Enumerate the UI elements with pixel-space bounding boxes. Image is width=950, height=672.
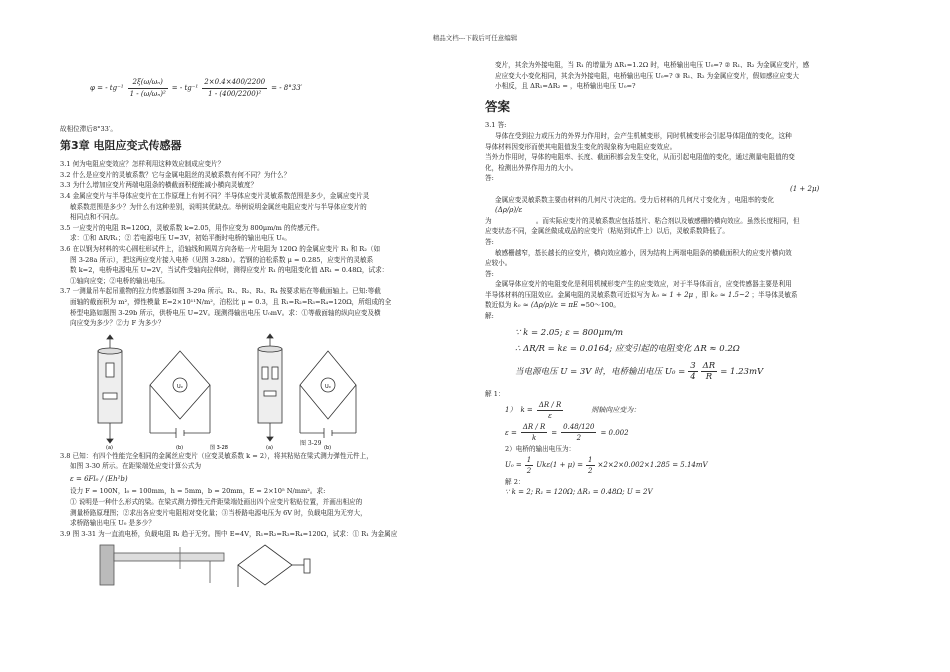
fig-3-28a-cylinder — [98, 335, 122, 443]
question-3-4: 3.4 金属应变片与半导体应变片在工作原理上有何不同？半导体应变片灵敏系数范围是多少，金属应变片灵 — [60, 191, 370, 200]
question-3-6: 3.6 在以钢为材料的实心圆柱形试件上，沿轴线和圆周方向各贴一片电阻为 120Ω 的金属应变片 R₁ 和 R₂（如 — [60, 244, 381, 253]
e4-f2-den: 2 — [588, 467, 593, 476]
s3-frac — [688, 361, 697, 383]
fig-3-30-beam — [100, 545, 224, 585]
question-3-8: 3.8 已知：有四个性能完全相同的金属丝应变片（应变灵敏系数 k = 2），将其粘贴在梁式测力弹性元件上， — [60, 451, 373, 460]
solution-1-eq3 — [485, 455, 885, 477]
answer-3-2-wei: 为 — [485, 216, 492, 225]
phase-eq-frac1 — [128, 77, 168, 99]
answer-3-1-text: 导体在受到拉力或压力的外界力作用时，会产生机械变形，同时机械变形会引起导体阻值的变化，这种 — [495, 131, 792, 140]
question-3-4-cont2: 相同点和不同点。 — [70, 213, 123, 222]
phase-eq-frac2 — [202, 77, 267, 99]
question-3-5-cont: 求：①和 ΔR/R₁；② 若电源电压 U=3V，初始平衡时电桥的输出电压 U₀。 — [70, 234, 292, 243]
frac2-den: 1 - (400/2200)² — [208, 89, 262, 98]
e1-num: ΔR / R — [537, 400, 563, 412]
fig-3-29b-label: (b) — [324, 444, 332, 451]
answer-3-2-label: 答: — [485, 174, 494, 183]
s3-frac2-den: R — [705, 372, 713, 383]
solution-1-eq2 — [485, 422, 885, 444]
answer-3-1-text2: 导体材料因变形而使其电阻值发生变化的现象称为电阻应变效应。 — [485, 142, 677, 151]
answer-3-4-expr3: k₀ ≈ (Δρ/ρ)/ε = πE — [513, 301, 579, 310]
answer-3-4-text2-mid: ，即 — [695, 290, 709, 299]
fig-3-28b-u0: U₀ — [177, 383, 183, 390]
e4-lhs: U₀ = — [505, 461, 522, 470]
phase-equation — [90, 66, 470, 110]
question-3-9-cont3: 小相反，且 ΔR₁=ΔR₂ = ，电桥输出电压 U₀=? — [495, 82, 636, 91]
s3-text: 当电源电压 U = 3V 时，电桥输出电压 U₀ = — [515, 366, 686, 377]
e1-k: k = — [520, 406, 533, 415]
question-3-4-cont: 敏系数范围是多少？为什么有这种差别，说明其优缺点。举例说明金属丝电阻应变片与半导体应变片的 — [70, 202, 367, 211]
e2-frac2 — [561, 422, 596, 444]
fig-3-28-caption: 图 3-28 — [210, 444, 228, 451]
figure-3-28-3-29 — [60, 333, 470, 451]
figure-3-30-svg — [60, 539, 320, 589]
phase-eq-mid: = - tg⁻¹ — [171, 83, 199, 92]
e1-frac — [537, 400, 563, 422]
e4-frac1 — [525, 455, 533, 477]
answer-3-2-text2: 。而实际应变片的灵敏系数应包括基片、粘合剂以及敏感栅的横向效应。虽然长度相同，但 — [535, 216, 800, 225]
e2-lhs: ε = — [505, 428, 517, 437]
question-3-7: 3.7 一测量吊车起吊重物的拉力传感器如图 3-29a 所示。R₁、R₂、R₃、R₄ 按要求贴在等截面轴上。已知:等截 — [60, 287, 381, 296]
solution-1-eq1 — [485, 400, 885, 422]
s3-frac-num: 3 — [690, 360, 696, 371]
e4-f2-num: 1 — [586, 455, 594, 467]
e2-res: = 0.002 — [600, 428, 629, 437]
phase-eq-lhs: φ = - tg⁻¹ — [90, 83, 124, 92]
e1-tail: 则轴向应变为： — [591, 406, 641, 415]
fig-3-31-bridge — [238, 545, 310, 587]
figure-3-30-3-31 — [60, 539, 470, 589]
e1-den: ε — [548, 412, 552, 421]
fig-3-29a-label: (a) — [266, 444, 273, 451]
frac2-num: 2×0.4×400/2200 — [202, 77, 267, 89]
solution-1-label: 解 1： — [485, 390, 505, 399]
solution-line-3 — [515, 361, 885, 383]
question-3-8-task2: 测量桥路原理图；②求出各应变片电阻相对变化量；③当桥路电源电压为 6V 时，负载电阻为无穷大， — [70, 508, 367, 517]
answer-3-4-expr1: k₀ ≈ 1 + 2μ — [651, 290, 694, 299]
e1-pre: 1） — [505, 406, 517, 415]
frac1-num: 2ξ(ω/ωₙ) — [128, 77, 168, 89]
answer-3-1-text4: 化，检测出外界作用力的大小。 — [485, 163, 578, 172]
question-3-3: 3.3 为什么增加应变片两端电阻条的横截面积便能减小横向灵敏度？ — [60, 181, 258, 190]
e2-f2-num: 0.48/120 — [561, 422, 596, 434]
answer-3-4-text3: 数近似为 — [485, 301, 512, 310]
e2-frac1 — [521, 422, 547, 444]
question-3-7-cont: 面轴的截面积为 m²，弹性模量 E=2×10¹¹N/m²，泊松比 μ = 0.3，且 R₁=R₂=R₃=R₄=120Ω，所组成的全 — [70, 297, 392, 306]
fig-3-28b-label: (b) — [176, 444, 184, 451]
answer-3-4-label: 答: — [485, 269, 494, 278]
question-3-9: 3.9 图 3-31 为一直流电桥，负载电阻 Rₗ 趋于无穷。图中 E=4V，R₁=R₂=R₃=R₄=120Ω，试求：① R₁ 为金属应 — [60, 529, 398, 538]
question-3-8-params: 设力 F = 100N，l₀ = 100mm，h = 5mm，b = 20mm，E = 2×10⁵ N/mm²。求: — [70, 487, 326, 496]
s3-frac-den: 4 — [690, 372, 696, 383]
figures-svg — [60, 333, 360, 451]
question-3-6-cont3: ①轴向应变；②电桥的输出电压。 — [70, 276, 169, 285]
e2-f2-den: 2 — [576, 434, 582, 443]
answer-3-2-text3: 应变状态不同，金属丝做成成品的应变片（粘贴到试件上）以后，灵敏系数降低了。 — [485, 227, 729, 236]
page-header: 精品文档---下载后可任意编辑 — [432, 34, 518, 42]
e2-mid: = — [551, 428, 558, 437]
question-3-9-cont2: 应应变大小变化相同，其余为外接电阻，电桥输出电压 U₀=? ③ R₁、R₂ 为金属应变片，假如感应应变大 — [495, 71, 799, 80]
answer-3-3-text: 敏感栅越窄，基长越长的应变片，横向效应越小，因为结构上两端电阻条的横截面积大的应变片横向效 — [495, 248, 792, 257]
chapter-title: 第3章 电阻应变式传感器 — [60, 138, 182, 152]
solution-label: 解: — [485, 312, 494, 321]
question-3-6-cont2: 数 k=2，电桥电源电压 U=2V，当试件受轴向拉伸时，测得应变片 R₁ 的电阻变化值 ΔR₁ = 0.48Ω，试求： — [70, 266, 389, 275]
answer-3-4-text2-tail: ；半导体灵敏系 — [751, 290, 798, 299]
question-3-9-cont: 变片，其余为外接电阻，当 R₁ 的增量为 ΔR₁=1.2Ω 时，电桥输出电压 U₀=? ② R₁、R₂ 为金属应变片，感 — [495, 61, 810, 69]
question-3-8-task3: 求桥路输出电压 U₀ 是多少？ — [70, 519, 155, 528]
e2-f1-num: ΔR / R — [521, 422, 547, 434]
answer-3-4-text3-tail: ≈50～100。 — [580, 301, 620, 310]
answer-3-2-text-tail: ，电阻率的变化 — [727, 195, 775, 204]
solution-2-eq1: ∵ k = 2; R₁ = 120Ω; ΔR₁ = 0.48Ω; U = 2V — [505, 488, 653, 497]
solution-line-1: ∵ k = 2.05; ε = 800μm/m — [515, 327, 624, 338]
question-3-7-cont3: 向应变为多少？②力 F 为多少？ — [70, 319, 165, 328]
phase-note: 故相位滞后8°33′。 — [60, 125, 117, 133]
question-3-8-formula: ε = 6Fl₀ / (Eh²b) — [70, 474, 128, 483]
answer-3-4-text2: 半导体材料的压阻效应。金属电阻的灵敏系数可近似写为 — [485, 290, 650, 299]
answers-title: 答案 — [485, 98, 511, 114]
phase-eq-result: = - 8°33′ — [271, 83, 303, 92]
answer-3-1-label: 3.1 答: — [485, 121, 507, 130]
solution-line-2: ∴ ΔR/R = kε = 0.0164; 应变引起的电阻变化 ΔR ≈ 0.2Ω — [515, 344, 740, 355]
question-3-5: 3.5 一应变片的电阻 R=120Ω，灵敏系数 k=2.05，用作应变为 800μm/m 的传感元件。 — [60, 223, 324, 232]
solution-2-label: 解 2： — [505, 477, 525, 486]
e4-f1-num: 1 — [525, 455, 533, 467]
question-3-2: 3.2 什么是应变片的灵敏系数？它与金属电阻丝的灵敏系数有何不同？为什么？ — [60, 170, 291, 179]
question-3-8-task1: ① 说明是一种什么形式的梁。在梁式测力弹性元件距梁端处画出四个应变片粘贴位置，并画出相应的 — [70, 498, 363, 507]
s3-frac2 — [701, 361, 718, 383]
answer-3-2-text: 金属应变灵敏系数主要由材料的几何尺寸决定的。受力后材料的几何尺寸变化为 — [495, 195, 726, 204]
right-column — [485, 60, 885, 498]
question-3-7-cont2: 桥型电路如题图 3-29b 所示，供桥电压 U=2V。现测得输出电压 U₀mV。求：①等截面轴的纵向应变及横 — [70, 308, 381, 317]
left-column — [60, 60, 470, 589]
question-3-6-cont: 图 3-28a 所示），把这两应变片接入电桥（见图 3-28b）。若钢的泊松系数 μ = 0.285，应变片的灵敏系 — [70, 255, 374, 264]
fig-3-29a-axis — [258, 334, 282, 441]
solution-1-step2: 2）电桥的输出电压为： — [505, 445, 576, 453]
answer-3-2-expr: (1 + 2μ) — [790, 184, 820, 193]
s3-result: = 1.23mV — [720, 366, 764, 377]
answer-3-2-expr2: (Δρ/ρ)/ε — [495, 206, 523, 215]
frac1-den: 1 - (ω/ωₙ)² — [129, 89, 166, 98]
e4-mid: Ukε(1 + μ) = — [536, 461, 584, 470]
e2-f1-den: k — [531, 434, 537, 443]
fig-3-28a-label: (a) — [106, 444, 113, 451]
e4-frac2 — [586, 455, 594, 477]
fig-3-28b-bridge — [150, 351, 210, 438]
s3-frac2-num: ΔR — [702, 360, 716, 371]
fig-3-29b-u0: U₀ — [325, 383, 331, 390]
answer-3-3-label: 答: — [485, 237, 494, 246]
question-3-1: 3.1 何为电阻应变效应？怎样利用这种效应制成应变片？ — [60, 160, 225, 169]
fig-3-29b-bridge — [300, 351, 356, 438]
answer-3-3-text2: 应较小。 — [485, 259, 512, 268]
answer-3-1-text3: 当外力作用时，导体的电阻率、长度、截面积都会发生变化，从而引起电阻值的变化，通过测量电阻值的变 — [485, 153, 795, 162]
question-3-8-cont: 如图 3-30 所示。在距梁端处应变计算公式为 — [70, 462, 202, 471]
answer-3-4-text: 金属导体应变片的电阻变化是利用机械形变产生的应变效应，对于半导体而言，应变传感器主要是利用 — [495, 280, 792, 289]
e4-res: ×2×2×0.002×1.285 = 5.14mV — [597, 461, 708, 470]
fig-3-29-caption: 图 3-29 — [300, 439, 322, 447]
answer-3-4-expr2: k₀ ≈ 1.5~2 — [710, 290, 750, 299]
e4-f1-den: 2 — [526, 467, 532, 476]
